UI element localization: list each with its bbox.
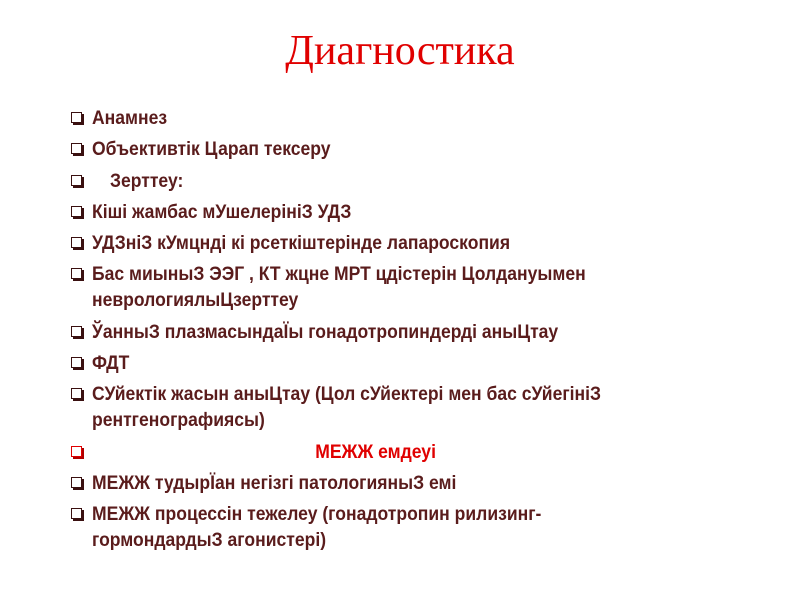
checkbox-bullet-icon (71, 326, 82, 337)
item-text: МЕЖЖ процессін тежелеу (гонадотропин рилизинг- (92, 503, 542, 526)
item-text: СУйектік жасын аныЦтау (Цол сУйектері мен бас сУйегініЗ (92, 383, 601, 406)
item-text: УДЗніЗ кУмцнді кі рсеткіштерінде лапароскопия (92, 232, 511, 255)
list-item (66, 381, 786, 433)
list-item (66, 470, 786, 496)
checkbox-bullet-icon (71, 477, 82, 488)
checkbox-bullet-icon (71, 268, 82, 279)
list-item (66, 168, 786, 194)
checkbox-bullet-icon (71, 508, 82, 519)
item-text-continued: гормондардыЗ агонистері) (92, 529, 327, 552)
list-item (66, 105, 786, 131)
checkbox-bullet-icon (71, 237, 82, 248)
item-text: Бас миыныЗ ЭЭГ , КТ жцне МРТ цдістерін Цолдануымен (92, 263, 586, 286)
list-item (66, 319, 786, 345)
checkbox-bullet-icon (71, 175, 82, 186)
item-text: ФДТ (92, 352, 130, 375)
list-item (66, 501, 786, 553)
item-text: МЕЖЖ тудырЇан негізгі патологияныЗ емі (92, 471, 457, 494)
slide-title: Диагностика (285, 28, 515, 74)
section-heading-text: МЕЖЖ емдеуі (315, 440, 436, 463)
item-text: Объективтік Царап тексеру (92, 138, 331, 161)
checkbox-bullet-icon (71, 357, 82, 368)
item-text: Зерттеу: (110, 169, 184, 192)
list-item (66, 136, 786, 162)
item-text-continued: неврологиялыЦзерттеу (92, 289, 299, 312)
checkbox-bullet-icon (71, 143, 82, 154)
checkbox-bullet-icon (71, 206, 82, 217)
item-text: Кіші жамбас мУшелерініЗ УДЗ (92, 200, 352, 223)
item-text: ЎанныЗ плазмасындаЇы гонадотропиндерді аныЦтау (92, 320, 559, 343)
item-text: Анамнез (92, 107, 168, 129)
list-item (66, 230, 786, 256)
list-item (66, 350, 786, 376)
checkbox-bullet-icon (71, 112, 82, 123)
list-item (66, 199, 786, 225)
checkbox-bullet-icon (71, 388, 82, 399)
section-heading-item (66, 439, 786, 465)
item-text-continued: рентгенографиясы) (92, 409, 265, 432)
checkbox-bullet-icon (71, 446, 82, 457)
bullet-list (66, 105, 786, 559)
list-item (66, 261, 786, 313)
